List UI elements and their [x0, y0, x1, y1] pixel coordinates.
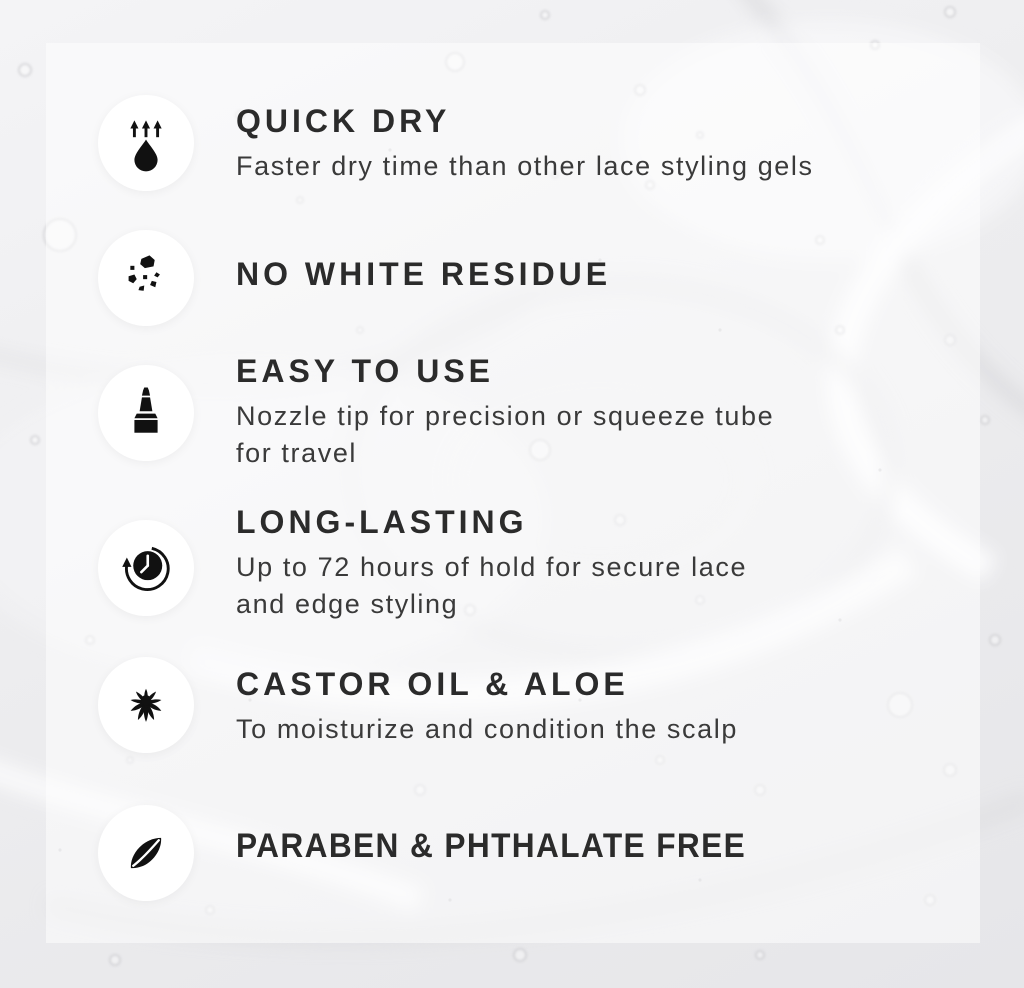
feature-title: CASTOR OIL & ALOE	[236, 666, 629, 702]
feature-description: Up to 72 hours of hold for secure lace and edge styling	[236, 552, 748, 619]
icon-circle	[98, 520, 194, 616]
feature-row-long-lasting	[98, 504, 748, 623]
no-white-residue-flakes-icon	[117, 249, 175, 307]
icon-circle	[98, 230, 194, 326]
feature-row-paraben-phthalate-free	[98, 805, 785, 901]
feature-description: To moisturize and condition the scalp	[236, 714, 738, 744]
feature-title: NO WHITE RESIDUE	[236, 256, 612, 292]
feature-title: PARABEN & PHTHALATE FREE	[236, 827, 747, 865]
icon-circle	[98, 365, 194, 461]
nozzle-tip-icon	[117, 384, 175, 442]
feature-row-easy-to-use	[98, 353, 775, 472]
leaf-icon	[117, 824, 175, 882]
icon-circle	[98, 95, 194, 191]
feature-title: QUICK DRY	[236, 103, 451, 139]
quick-dry-droplet-icon	[117, 114, 175, 172]
castor-leaf-icon	[117, 676, 175, 734]
feature-title: LONG-LASTING	[236, 504, 528, 540]
icon-circle	[98, 805, 194, 901]
feature-row-no-white-residue	[98, 230, 611, 326]
long-lasting-clock-icon	[117, 539, 175, 597]
icon-circle	[98, 657, 194, 753]
feature-description: Faster dry time than other lace styling gels	[236, 151, 814, 181]
feature-row-quick-dry	[98, 95, 814, 191]
feature-title: EASY TO USE	[236, 353, 494, 389]
feature-row-castor-oil-aloe	[98, 657, 738, 753]
feature-description: Nozzle tip for precision or squeeze tube for travel	[236, 401, 775, 468]
